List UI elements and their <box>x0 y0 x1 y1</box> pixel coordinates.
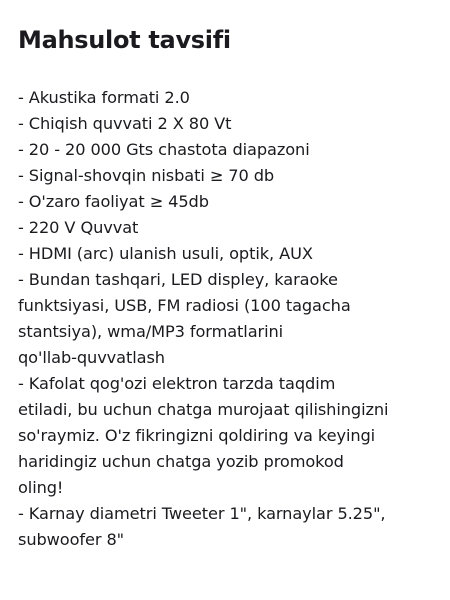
product-description-section <box>18 24 438 553</box>
description-line: - Signal-shovqin nisbati ≥ 70 db <box>18 166 275 185</box>
description-line: - Bundan tashqari, LED displey, karaoke <box>18 270 338 289</box>
description-line: - Chiqish quvvati 2 X 80 Vt <box>18 114 232 133</box>
description-line: - 220 V Quvvat <box>18 218 139 237</box>
description-line: - O'zaro faoliyat ≥ 45db <box>18 192 209 211</box>
description-line: - 20 - 20 000 Gts chastota diapazoni <box>18 140 310 159</box>
description-line: etiladi, bu uchun chatga murojaat qilishingizni <box>18 400 389 419</box>
description-line: - HDMI (arc) ulanish usuli, optik, AUX <box>18 244 313 263</box>
description-line: haridingiz uchun chatga yozib promokod <box>18 452 344 471</box>
description-line: oling! <box>18 478 64 497</box>
description-line: qo'llab-quvvatlash <box>18 348 165 367</box>
description-text <box>18 85 438 553</box>
description-line: subwoofer 8" <box>18 530 125 549</box>
description-line: - Kafolat qog'ozi elektron tarzda taqdim <box>18 374 336 393</box>
description-line: funktsiyasi, USB, FM radiosi (100 tagacha <box>18 296 351 315</box>
description-line: stantsiya), wma/MP3 formatlarini <box>18 322 284 341</box>
description-line: so'raymiz. O'z fikringizni qoldiring va keyingi <box>18 426 376 445</box>
section-title: Mahsulot tavsifi <box>18 26 231 54</box>
description-line: - Akustika formati 2.0 <box>18 88 190 107</box>
description-line: - Karnay diametri Tweeter 1", karnaylar 5.25", <box>18 504 386 523</box>
